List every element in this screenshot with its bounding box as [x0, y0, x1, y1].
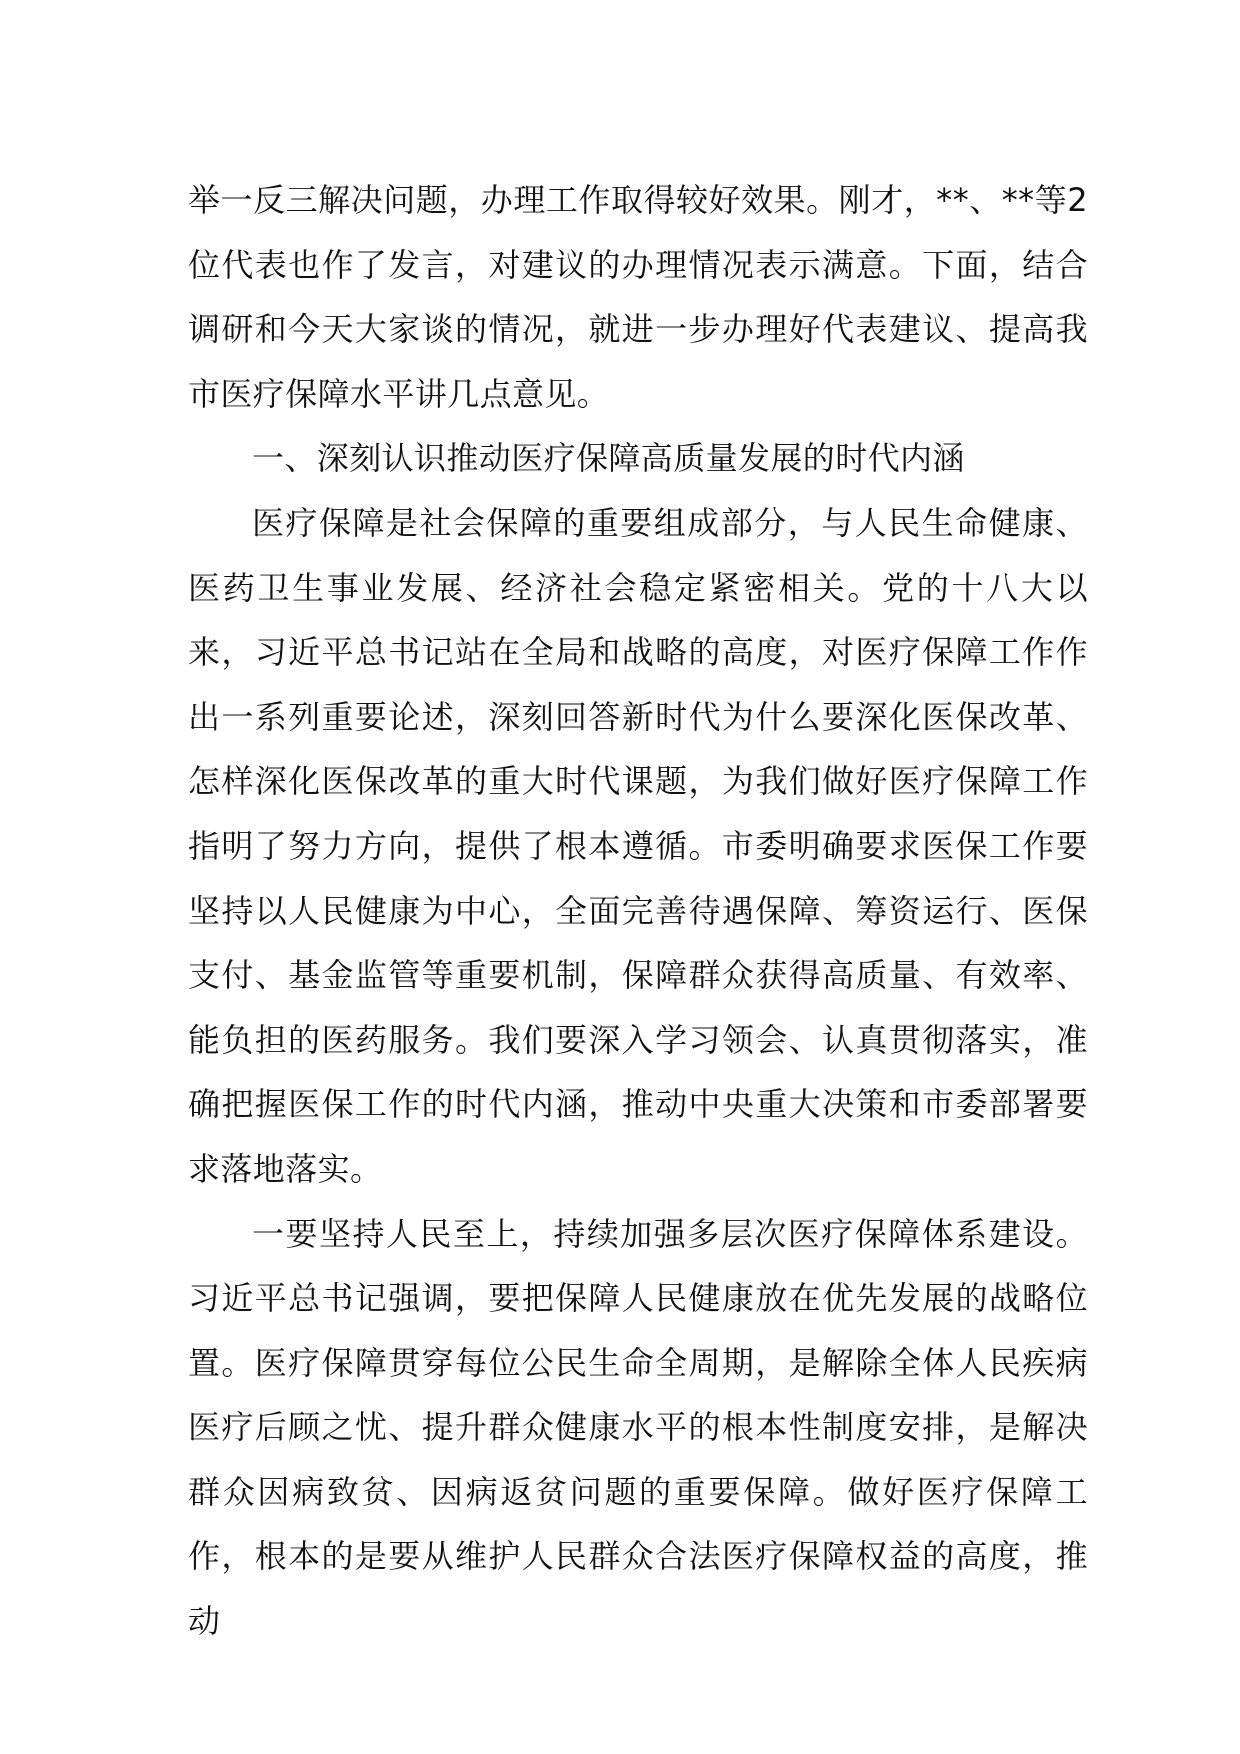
- section-heading-1: 一、深刻认识推动医疗保障高质量发展的时代内涵: [252, 439, 965, 478]
- paragraph-2: 医疗保障是社会保障的重要组成部分，与人民生命健康、医药卫生事业发展、经济社会稳定紧密相关。党的十八大以来，习近平总书记站在全局和战略的高度，对医疗保障工作作出一系列重要论述，深刻回答新时代为什么要深化医保改革、怎样深化医保改革的重大时代课题，为我们做好医疗保障工作指明了努力方向，提供了根本遵循。市委明确要求医保工作要坚持以人民健康为中心，全面完善待遇保障、筹资运行、医保支付、基金监管等重要机制，保障群众获得高质量、有效率、能负担的医药服务。我们要深入学习领会、认真贯彻落实，准确把握医保工作的时代内涵，推动中央重大决策和市委部署要求落地落实。: [188, 503, 1088, 1188]
- paragraph-1: 举一反三解决问题，办理工作取得较好效果。刚才，**、**等2位代表也作了发言，对建议的办理情况表示满意。下面，结合调研和今天大家谈的情况，就进一步办理好代表建议、提高我市医疗保障水平讲几点意见。: [188, 181, 1088, 413]
- paragraph-3: 一要坚持人民至上，持续加强多层次医疗保障体系建设。习近平总书记强调，要把保障人民健康放在优先发展的战略位置。医疗保障贯穿每位公民生命全周期，是解除全体人民疾病医疗后顾之忧、提升群众健康水平的根本性制度安排，是解决群众因病致贫、因病返贫问题的重要保障。做好医疗保障工作，根本的是要从维护人民群众合法医疗保障权益的高度，推动: [188, 1214, 1088, 1641]
- document-body: [188, 168, 1088, 1654]
